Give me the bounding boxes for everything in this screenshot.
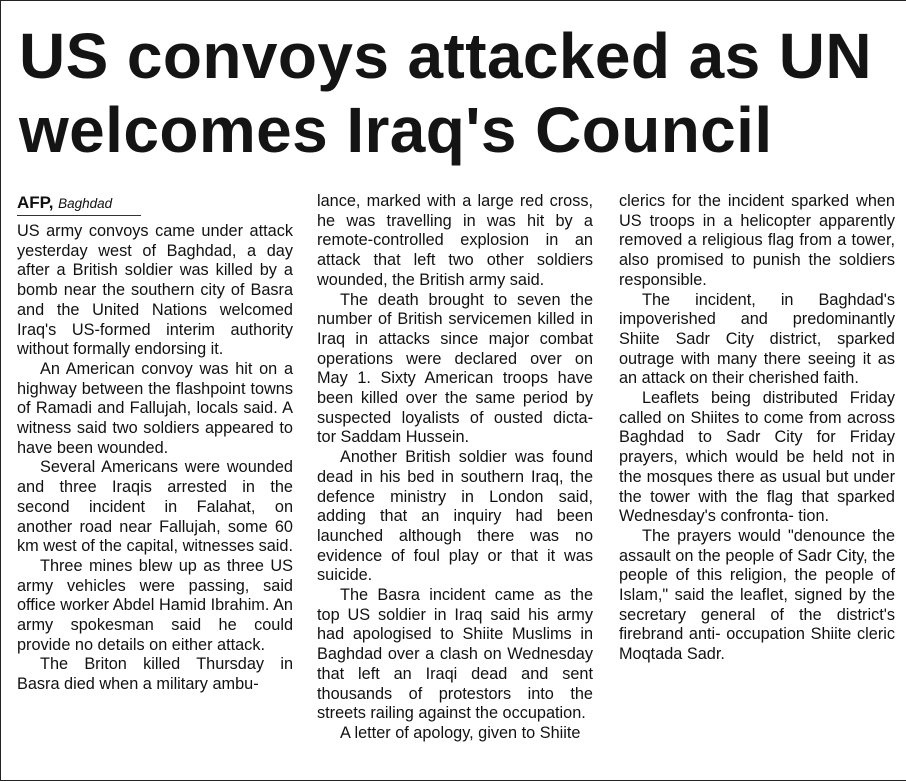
byline [17, 192, 293, 215]
article-column-2 [317, 192, 593, 744]
byline-rule [17, 215, 141, 216]
paragraph: lance, marked with a large red cross, he was travelling in was hit by a remote-controlled explosion in an attack that left two other soldiers wounded, the British army said. [317, 192, 593, 289]
headline [19, 19, 899, 167]
paragraph: The incident, in Baghdad's impoverished and predominantly Shiite Sadr City district, sparked outrage with many there seeing it as an attack on their cherished faith. [619, 290, 895, 388]
paragraph: US army convoys came under attack yesterday west of Baghdad, a day after a British soldier was killed by a bomb near the southern city of Basra and the United Nations welcomed Iraq's US-formed interim authority without formally endorsing it. [17, 222, 293, 359]
paragraph: Several Americans were wounded and three Iraqis arrested in the second incident in Falahat, on another road near Fallujah, some 60 km west of the capital, witnesses said. [17, 458, 293, 556]
paragraph: The prayers would "denounce the assault on the people of Sadr City, the people of this religion, the people of Islam," said the leaflet, signed by the secretary general of the district's firebrand anti- occupation Shiite cleric Moqtada Sadr. [619, 526, 895, 664]
paragraph: Another British soldier was found dead in his bed in southern Iraq, the defence ministry in London said, adding that an inquiry had been launched although there was no evidence of foul play or that it was suicide. [317, 448, 593, 585]
paragraph: A letter of apology, given to Shiite [340, 723, 581, 742]
headline-line-1: US convoys attacked as UN [19, 20, 872, 92]
headline-line-2: welcomes Iraq's Council [19, 94, 773, 166]
paragraph: The Briton killed Thursday in Basra died when a military ambu- [17, 655, 293, 694]
paragraph: The Basra incident came as the top US soldier in Iraq said his army had apologised to Shiite Muslims in Baghdad over a clash on Wednesday that left an Iraqi dead and sent thousands of protestors into the streets railing against the occupation. [317, 586, 593, 723]
paragraph: clerics for the incident sparked when US troops in a helicopter apparently removed a religious flag from a tower, also promised to punish the soldiers responsible. [619, 192, 895, 289]
article-column-3 [619, 192, 895, 665]
paragraph: Three mines blew up as three US army vehicles were passing, said office worker Abdel Hamid Ibrahim. An army spokesman said he could provide no details on either attack. [17, 556, 293, 654]
paragraph: An American convoy was hit on a highway between the flashpoint towns of Ramadi and Fallujah, locals said. A witness said two soldiers appeared to have been wounded. [17, 359, 293, 457]
byline-agency: AFP, [17, 193, 54, 212]
paragraph: The death brought to seven the number of British servicemen killed in Iraq in attacks since major combat operations were declared over on May 1. Sixty American troops have been killed over the same period by suspected loyalists of ousted dicta- tor Saddam Hussein. [317, 290, 593, 447]
article-column-1 [17, 192, 293, 695]
paragraph: Leaflets being distributed Friday called on Shiites to come from across Baghdad to Sadr City for Friday prayers, which would be held not in the mosques there as usual but under the tower with the flag that sparked Wednesday's confronta- tion. [619, 389, 895, 526]
byline-place: Baghdad [58, 196, 113, 211]
